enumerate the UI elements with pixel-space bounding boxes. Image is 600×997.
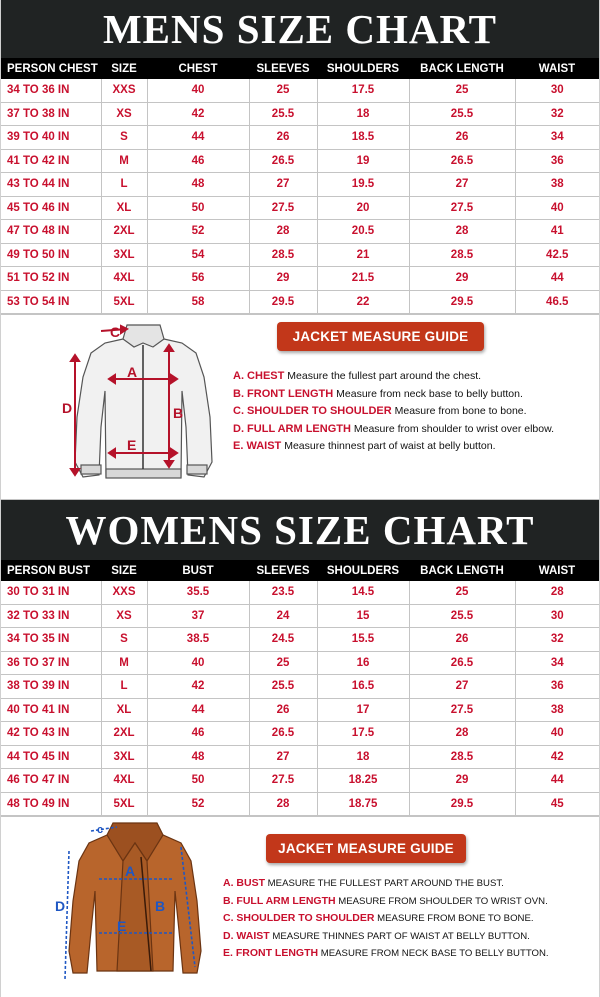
table-cell: 26.5	[409, 651, 515, 675]
table-cell: 2XL	[101, 220, 147, 244]
table-cell: 20	[317, 196, 409, 220]
jacket-collar	[123, 325, 164, 347]
table-cell: XS	[101, 604, 147, 628]
table-cell: 24	[249, 604, 317, 628]
table-cell: 25	[249, 79, 317, 102]
table-cell: 34	[515, 651, 599, 675]
mens-title: MENS SIZE CHART	[102, 6, 498, 52]
table-row	[1, 769, 599, 793]
figure-label-b: B	[173, 405, 184, 421]
table-cell: 25.5	[409, 604, 515, 628]
womens-header-cell: BACK LENGTH	[409, 560, 515, 581]
table-row	[1, 698, 599, 722]
table-cell: 40 TO 41 IN	[1, 698, 101, 722]
table-cell: XL	[101, 698, 147, 722]
table-cell: 40	[515, 722, 599, 746]
table-cell: 54	[147, 243, 249, 267]
table-cell: 28.5	[249, 243, 317, 267]
table-cell: 25.5	[249, 102, 317, 126]
womens-size-table	[1, 560, 599, 816]
mens-guide-list	[233, 368, 554, 456]
table-cell: M	[101, 651, 147, 675]
table-row	[1, 745, 599, 769]
table-row	[1, 149, 599, 173]
table-cell: XS	[101, 102, 147, 126]
guide-item-text: Measure from bone to bone.	[394, 405, 527, 417]
table-cell: 15	[317, 604, 409, 628]
table-cell: 32	[515, 102, 599, 126]
table-cell: 38 TO 39 IN	[1, 675, 101, 699]
table-cell: 44	[515, 267, 599, 291]
mens-header-cell: WAIST	[515, 58, 599, 79]
table-row	[1, 581, 599, 604]
table-cell: 46	[147, 149, 249, 173]
guide-item-text: MEASURE THE FULLEST PART AROUND THE BUST.	[267, 878, 504, 889]
figure-label-c: C	[110, 324, 121, 340]
table-cell: 36	[515, 149, 599, 173]
mens-size-table	[1, 58, 599, 314]
table-cell: 52	[147, 792, 249, 816]
table-cell: L	[101, 173, 147, 197]
womens-header-cell: SHOULDERS	[317, 560, 409, 581]
table-cell: 16	[317, 651, 409, 675]
table-cell: 29	[249, 267, 317, 291]
womens-guide-list	[223, 875, 549, 963]
table-cell: 18.75	[317, 792, 409, 816]
mens-jacket-diagram	[61, 317, 231, 497]
table-cell: 30 TO 31 IN	[1, 581, 101, 604]
womens-header-cell: SLEEVES	[249, 560, 317, 581]
guide-item-text: MEASURE FROM BONE TO BONE.	[377, 913, 534, 924]
jacket-right-cuff	[187, 465, 207, 474]
table-cell: XXS	[101, 79, 147, 102]
table-cell: 48	[147, 745, 249, 769]
table-row	[1, 675, 599, 699]
table-cell: 27	[409, 675, 515, 699]
table-cell: 46.5	[515, 290, 599, 314]
table-cell: 30	[515, 79, 599, 102]
table-cell: 58	[147, 290, 249, 314]
table-cell: 14.5	[317, 581, 409, 604]
guide-item	[233, 386, 554, 404]
table-cell: M	[101, 149, 147, 173]
table-cell: 27.5	[409, 196, 515, 220]
womens-table-header	[1, 560, 599, 581]
table-cell: 28	[249, 220, 317, 244]
guide-item-text: MEASURE THINNES PART OF WAIST AT BELLY BUTTON.	[272, 930, 530, 942]
table-row	[1, 196, 599, 220]
table-row	[1, 792, 599, 816]
figure-label-c: c	[97, 824, 104, 836]
table-cell: 51 TO 52 IN	[1, 267, 101, 291]
table-cell: 29	[409, 769, 515, 793]
table-cell: 42.5	[515, 243, 599, 267]
guide-item-key: B. FULL ARM LENGTH	[223, 894, 336, 907]
table-cell: 26.5	[249, 722, 317, 746]
guide-item-key: E. FRONT LENGTH	[223, 947, 319, 959]
table-cell: 30	[515, 604, 599, 628]
table-cell: 37	[147, 604, 249, 628]
guide-item	[223, 893, 549, 911]
table-cell: 15.5	[317, 628, 409, 652]
table-cell: 29.5	[249, 290, 317, 314]
table-cell: 21.5	[317, 267, 409, 291]
figure-label-a: A	[127, 364, 138, 380]
guide-item-key: A. BUST	[223, 877, 265, 889]
figure-label-d: D	[62, 400, 73, 416]
table-cell: 28	[249, 792, 317, 816]
mens-title-banner	[1, 0, 599, 58]
table-cell: 27	[249, 745, 317, 769]
guide-item-key: D. FULL ARM LENGTH	[233, 422, 351, 435]
table-cell: 52	[147, 220, 249, 244]
figure-label-b: B	[155, 898, 166, 914]
mens-header-cell: SHOULDERS	[317, 58, 409, 79]
table-cell: 45 TO 46 IN	[1, 196, 101, 220]
womens-header-cell: WAIST	[515, 560, 599, 581]
table-cell: 17	[317, 698, 409, 722]
table-cell: 44	[147, 126, 249, 150]
mens-measure-guide	[1, 314, 599, 500]
guide-item-text: MEASURE FROM NECK BASE TO BELLY BUTTON.	[320, 948, 549, 959]
table-cell: 32	[515, 628, 599, 652]
table-cell: 27.5	[249, 769, 317, 793]
table-cell: 25	[249, 651, 317, 675]
table-cell: 28	[409, 722, 515, 746]
table-cell: 27.5	[249, 196, 317, 220]
guide-item	[223, 875, 549, 893]
figure-label-e: E	[127, 437, 137, 453]
guide-item-text: Measure thinnest part of waist at belly button.	[284, 440, 496, 452]
jacket-waistband	[106, 469, 181, 478]
mens-guide-button-label: JACKET MEASURE GUIDE	[292, 329, 469, 344]
table-cell: 25.5	[409, 102, 515, 126]
table-cell: 5XL	[101, 290, 147, 314]
mens-header-cell: SLEEVES	[249, 58, 317, 79]
table-cell: 29	[409, 267, 515, 291]
womens-header-cell: SIZE	[101, 560, 147, 581]
table-row	[1, 173, 599, 197]
guide-item	[223, 945, 549, 963]
guide-item-key: E. WAIST	[233, 440, 282, 452]
table-cell: 16.5	[317, 675, 409, 699]
table-cell: 34	[515, 126, 599, 150]
table-cell: 3XL	[101, 243, 147, 267]
table-cell: 26	[409, 126, 515, 150]
table-cell: 27	[249, 173, 317, 197]
guide-item-key: D. WAIST	[223, 929, 270, 942]
table-cell: 42	[147, 102, 249, 126]
table-cell: 56	[147, 267, 249, 291]
womens-header-cell: PERSON BUST	[1, 560, 101, 581]
table-cell: 44	[515, 769, 599, 793]
table-cell: 18	[317, 745, 409, 769]
table-cell: 2XL	[101, 722, 147, 746]
table-cell: 46 TO 47 IN	[1, 769, 101, 793]
table-cell: 50	[147, 196, 249, 220]
table-cell: 36	[515, 675, 599, 699]
guide-item-key: A. CHEST	[233, 370, 285, 382]
table-cell: 18	[317, 102, 409, 126]
table-cell: 41	[515, 220, 599, 244]
table-cell: 49 TO 50 IN	[1, 243, 101, 267]
womens-jacket-measure-guide-button[interactable]	[266, 834, 466, 863]
table-cell: 4XL	[101, 769, 147, 793]
table-cell: 26	[409, 628, 515, 652]
table-cell: 40	[515, 196, 599, 220]
guide-item-text: Measure the fullest part around the chest.	[287, 370, 482, 382]
table-cell: 26	[249, 698, 317, 722]
mens-header-cell: CHEST	[147, 58, 249, 79]
guide-item-key: B. FRONT LENGTH	[233, 387, 334, 400]
guide-item-key: C. SHOULDER TO SHOULDER	[233, 405, 392, 417]
figure-label-a: A	[125, 863, 136, 879]
table-cell: 17.5	[317, 722, 409, 746]
table-cell: 18.5	[317, 126, 409, 150]
mens-table-header	[1, 58, 599, 79]
table-cell: 39 TO 40 IN	[1, 126, 101, 150]
jacket-left-cuff	[81, 465, 101, 474]
womens-table-body	[1, 581, 599, 816]
womens-guide-button-label: JACKET MEASURE GUIDE	[278, 841, 454, 856]
guide-item	[223, 910, 549, 928]
guide-item	[233, 438, 554, 456]
table-cell: 19.5	[317, 173, 409, 197]
table-cell: S	[101, 628, 147, 652]
table-cell: 28.5	[409, 243, 515, 267]
table-cell: 42 TO 43 IN	[1, 722, 101, 746]
table-cell: 42	[515, 745, 599, 769]
table-cell: 50	[147, 769, 249, 793]
table-cell: 20.5	[317, 220, 409, 244]
table-cell: 3XL	[101, 745, 147, 769]
guide-item	[233, 421, 554, 439]
table-cell: 26.5	[409, 149, 515, 173]
mens-header-cell: SIZE	[101, 58, 147, 79]
guide-item	[223, 928, 549, 946]
guide-item-text: Measure from shoulder to wrist over elbow.	[353, 422, 555, 435]
womens-header-cell: BUST	[147, 560, 249, 581]
womens-title: WOMENS SIZE CHART	[65, 507, 535, 553]
figure-label-d: D	[55, 898, 66, 914]
table-cell: XL	[101, 196, 147, 220]
table-cell: 22	[317, 290, 409, 314]
table-row	[1, 604, 599, 628]
guide-item-key: C. SHOULDER TO SHOULDER	[223, 912, 375, 924]
table-cell: 37 TO 38 IN	[1, 102, 101, 126]
guide-item	[233, 403, 554, 421]
table-cell: 46	[147, 722, 249, 746]
womens-measure-guide	[1, 816, 599, 988]
table-row	[1, 267, 599, 291]
table-cell: 27.5	[409, 698, 515, 722]
table-cell: 23.5	[249, 581, 317, 604]
table-cell: 19	[317, 149, 409, 173]
table-row	[1, 243, 599, 267]
womens-title-banner	[1, 500, 599, 560]
table-cell: 45	[515, 792, 599, 816]
table-cell: 34 TO 36 IN	[1, 79, 101, 102]
table-cell: 29.5	[409, 290, 515, 314]
table-cell: 47 TO 48 IN	[1, 220, 101, 244]
table-cell: L	[101, 675, 147, 699]
table-cell: 25.5	[249, 675, 317, 699]
table-cell: 43 TO 44 IN	[1, 173, 101, 197]
table-cell: 34 TO 35 IN	[1, 628, 101, 652]
table-row	[1, 79, 599, 102]
table-cell: S	[101, 126, 147, 150]
table-cell: 44	[147, 698, 249, 722]
table-row	[1, 722, 599, 746]
table-cell: 17.5	[317, 79, 409, 102]
guide-item-text: Measure from neck base to belly button.	[336, 387, 523, 400]
table-cell: 25	[409, 581, 515, 604]
table-cell: 44 TO 45 IN	[1, 745, 101, 769]
mens-header-cell: PERSON CHEST	[1, 58, 101, 79]
table-cell: 29.5	[409, 792, 515, 816]
table-cell: 48 TO 49 IN	[1, 792, 101, 816]
table-row	[1, 290, 599, 314]
table-cell: 38.5	[147, 628, 249, 652]
table-cell: 18.25	[317, 769, 409, 793]
womens-jacket-diagram	[55, 821, 215, 987]
table-cell: 40	[147, 79, 249, 102]
table-row	[1, 628, 599, 652]
table-cell: XXS	[101, 581, 147, 604]
table-cell: 35.5	[147, 581, 249, 604]
guide-item	[233, 368, 554, 386]
table-cell: 25	[409, 79, 515, 102]
figure-label-e: E	[117, 918, 127, 934]
table-cell: 26	[249, 126, 317, 150]
table-cell: 5XL	[101, 792, 147, 816]
table-cell: 42	[147, 675, 249, 699]
table-row	[1, 126, 599, 150]
table-cell: 21	[317, 243, 409, 267]
mens-header-cell: BACK LENGTH	[409, 58, 515, 79]
guide-item-text: MEASURE FROM SHOULDER TO WRIST OVN.	[338, 895, 548, 907]
table-row	[1, 220, 599, 244]
table-cell: 38	[515, 173, 599, 197]
table-cell: 36 TO 37 IN	[1, 651, 101, 675]
table-cell: 53 TO 54 IN	[1, 290, 101, 314]
table-cell: 40	[147, 651, 249, 675]
table-cell: 28.5	[409, 745, 515, 769]
table-row	[1, 102, 599, 126]
table-cell: 24.5	[249, 628, 317, 652]
table-cell: 26.5	[249, 149, 317, 173]
table-cell: 48	[147, 173, 249, 197]
table-cell: 27	[409, 173, 515, 197]
table-cell: 32 TO 33 IN	[1, 604, 101, 628]
mens-table-body	[1, 79, 599, 314]
table-row	[1, 651, 599, 675]
mens-jacket-measure-guide-button[interactable]	[277, 322, 484, 351]
table-cell: 41 TO 42 IN	[1, 149, 101, 173]
table-cell: 38	[515, 698, 599, 722]
table-cell: 28	[515, 581, 599, 604]
table-cell: 28	[409, 220, 515, 244]
measure-line-d	[65, 851, 69, 979]
table-cell: 4XL	[101, 267, 147, 291]
